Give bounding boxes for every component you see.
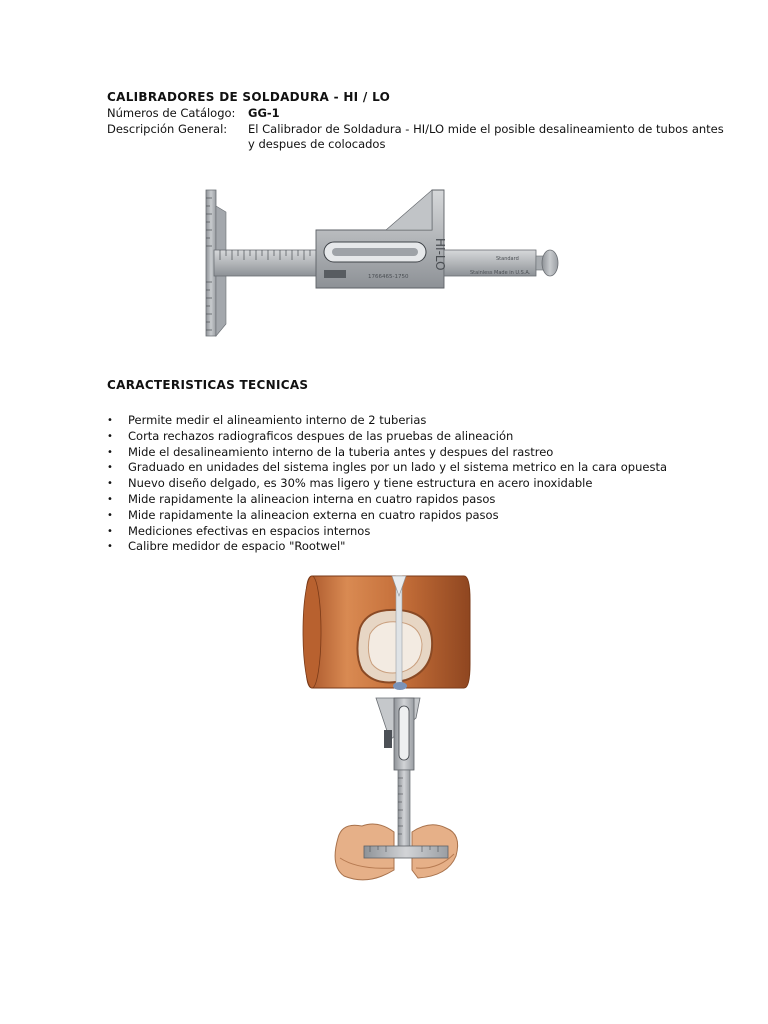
description-row <box>107 122 727 153</box>
feature-item <box>107 524 667 540</box>
catalog-row <box>107 106 727 122</box>
bullet: • <box>107 430 113 442</box>
features-title: CARACTERISTICAS TECNICAS <box>107 378 309 392</box>
feature-text: Permite medir el alineamiento interno de 2 tuberias <box>128 413 427 427</box>
pipe-measurement-image <box>298 570 478 888</box>
description-label: Descripción General: <box>107 121 228 136</box>
feature-text: Graduado en unidades del sistema ingles por un lado y el sistema metrico en la cara opuesta <box>128 460 667 475</box>
feature-text: Mediciones efectivas en espacios internos <box>128 523 371 538</box>
bullet: • <box>107 446 113 458</box>
patent-stamp: 1766465-1750 <box>368 274 409 280</box>
hi-lo-gauge-image <box>200 186 562 340</box>
catalog-value: GG-1 <box>248 106 280 120</box>
brand-stamp: HI-LO <box>433 238 447 271</box>
bullet: • <box>107 415 113 426</box>
feature-item <box>107 445 667 461</box>
feature-text: Mide el desalineamiento interno de la tuberia antes y despues del rastreo <box>128 444 554 459</box>
page-title: CALIBRADORES DE SOLDADURA - HI / LO <box>107 90 391 104</box>
bullet: • <box>107 509 113 521</box>
features-list <box>107 413 667 555</box>
catalog-info <box>107 106 727 153</box>
feature-item <box>107 413 667 429</box>
feature-text: Nuevo diseño delgado, es 30% mas ligero y tiene estructura en acero inoxidable <box>128 476 593 491</box>
feature-text: Calibre medidor de espacio "Rootwel" <box>128 539 346 554</box>
feature-text: Corta rechazos radiograficos despues de las pruebas de alineación <box>128 428 514 443</box>
standard-stamp: Standard <box>496 256 519 262</box>
bullet: • <box>107 462 113 474</box>
feature-item <box>107 508 667 524</box>
feature-item <box>107 492 667 508</box>
feature-text: Mide rapidamente la alineacion interna en cuatro rapidos pasos <box>128 491 496 506</box>
bullet: • <box>107 541 113 553</box>
feature-text: Mide rapidamente la alineacion externa en cuatro rapidos pasos <box>128 507 499 522</box>
bullet: • <box>107 478 113 490</box>
bullet: • <box>107 525 113 537</box>
feature-item <box>107 539 667 555</box>
catalog-label: Números de Catálogo: <box>107 106 236 120</box>
feature-item <box>107 476 667 492</box>
feature-item <box>107 429 667 445</box>
logo-mark <box>324 270 346 278</box>
feature-item <box>107 460 667 476</box>
stainless-stamp: Stainless Made in U.S.A. <box>470 270 531 276</box>
bullet: • <box>107 493 113 505</box>
description-value: El Calibrador de Soldadura - HI/LO mide el posible desalineamiento de tubos antes y despues de colocados <box>248 121 724 151</box>
